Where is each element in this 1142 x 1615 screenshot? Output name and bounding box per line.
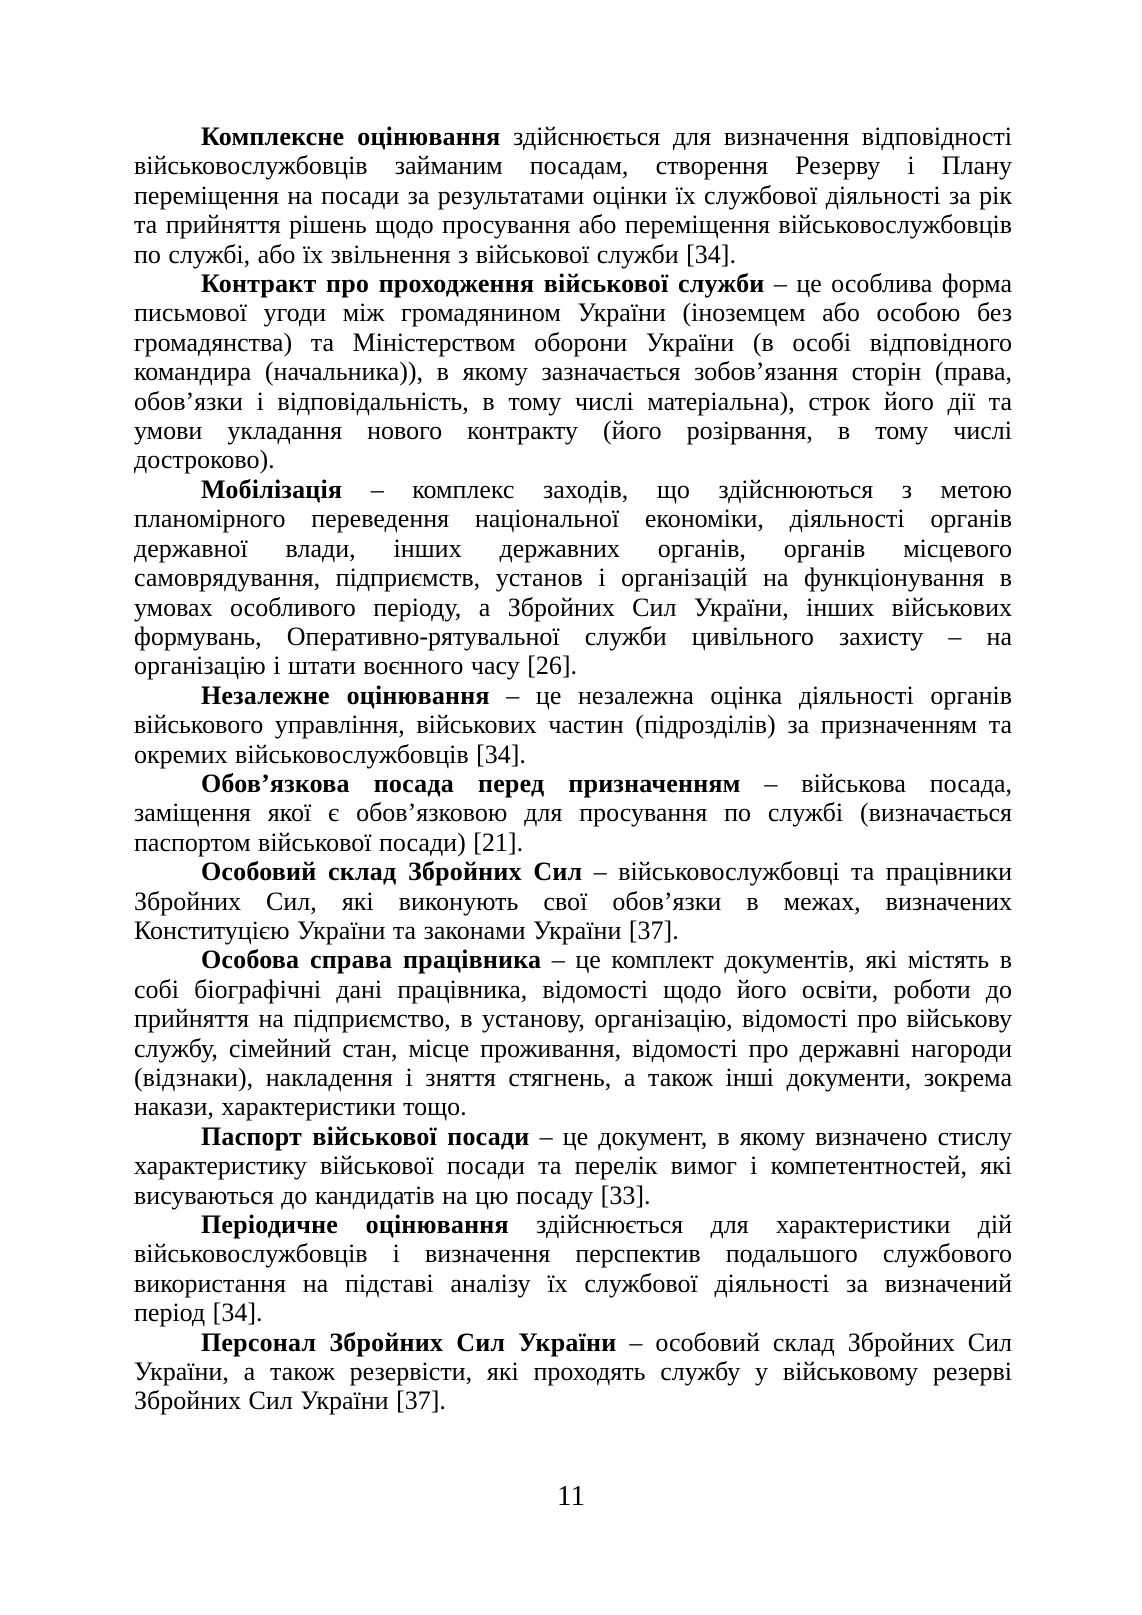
definition-paragraph: Незалежне оцінювання – це незалежна оцінка діяльності органів військового управління, військових частин (підрозділів) за призначенням та окремих військовослужбовців [34]. <box>134 680 1013 769</box>
definition-paragraph: Особовий склад Збройних Сил – військовослужбовці та працівники Збройних Сил, які виконують свої обов’язки в межах, визначених Конституцією України та законами України [37]. <box>134 857 1012 945</box>
definition-term: Контракт про проходження військової служби <box>201 269 765 299</box>
definition-term: Незалежне оцінювання <box>201 680 490 710</box>
definition-term: Персонал Збройних Сил України <box>201 1327 617 1357</box>
definition-term: Періодичне оцінювання <box>201 1210 509 1240</box>
definition-paragraph: Контракт про проходження військової служби – це особлива форма письмової угоди між громадянином України (іноземцем або особою без громадянства) та Міністерством оборони України (в особі відповідного командира (начальника)), в якому зазначається зобов’язання сторін (права, обов’язки і відповідальність, в тому числі матеріальна), строк його дії та умови укладання нового контракту (його розірвання, в тому числі достроково). <box>134 269 1012 475</box>
definition-paragraph: Періодичне оцінювання здійснюється для характеристики дій військовослужбовців і визначення перспектив подальшого службового використання на підставі аналізу їх службової діяльності за визначений період [34]. <box>134 1210 1013 1328</box>
document-body <box>134 122 1012 1416</box>
definition-paragraph: Персонал Збройних Сил України – особовий склад Збройних Сил України, а також резервісти, які проходять службу у військовому резерві Збройних Сил України [37]. <box>134 1327 1012 1416</box>
definition-term: Комплексне оцінювання <box>201 122 501 151</box>
definition-term: Мобілізація <box>201 474 343 504</box>
definition-paragraph: Комплексне оцінювання здійснюється для визначення відповідності військовослужбовців займаним посадам, створення Резерву і Плану переміщення на посади за результатами оцінки їх службової діяльності за рік та прийняття рішень щодо просування або переміщення військовослужбовців по службі, або їх звільнення з військової служби [34]. <box>134 122 1012 269</box>
definition-term: Обов’язкова посада перед призначенням <box>201 768 741 798</box>
definition-paragraph: Обов’язкова посада перед призначенням – військова посада, заміщення якої є обов’язковою для просування по службі (визначається паспортом військової посади) [21]. <box>134 768 1012 857</box>
definition-paragraph: Особова справа працівника – це комплект документів, які містять в собі біографічні дані працівника, відомості щодо його освіти, роботи до прийняття на підприємство, в установу, організацію, відомості про військову службу, сімейний стан, місце проживання, відомості про державні нагороди (відзнаки), накладення і зняття стягнень, а також інші документи, зокрема накази, характеристики тощо. <box>134 945 1012 1122</box>
page-number: 11 <box>557 1480 585 1512</box>
definition-term: Особова справа працівника <box>201 945 542 975</box>
definition-term: Паспорт військової посади <box>201 1121 530 1151</box>
definition-term: Особовий склад Збройних Сил <box>201 857 583 887</box>
definition-paragraph: Паспорт військової посади – це документ, в якому визначено стислу характеристику військової посади та перелік вимог і компетентностей, які висуваються до кандидатів на цю посаду [33]. <box>134 1121 1012 1210</box>
definition-paragraph: Мобілізація – комплекс заходів, що здійснюються з метою планомірного переведення національної економіки, діяльності органів державної влади, інших державних органів, органів місцевого самоврядування, підприємств, установ і організацій на функціонування в умовах особливого періоду, а Збройних Сил України, інших військових формувань, Оперативно-рятувальної служби цивільного захисту – на організацію і штати воєнного часу [26]. <box>134 474 1012 681</box>
